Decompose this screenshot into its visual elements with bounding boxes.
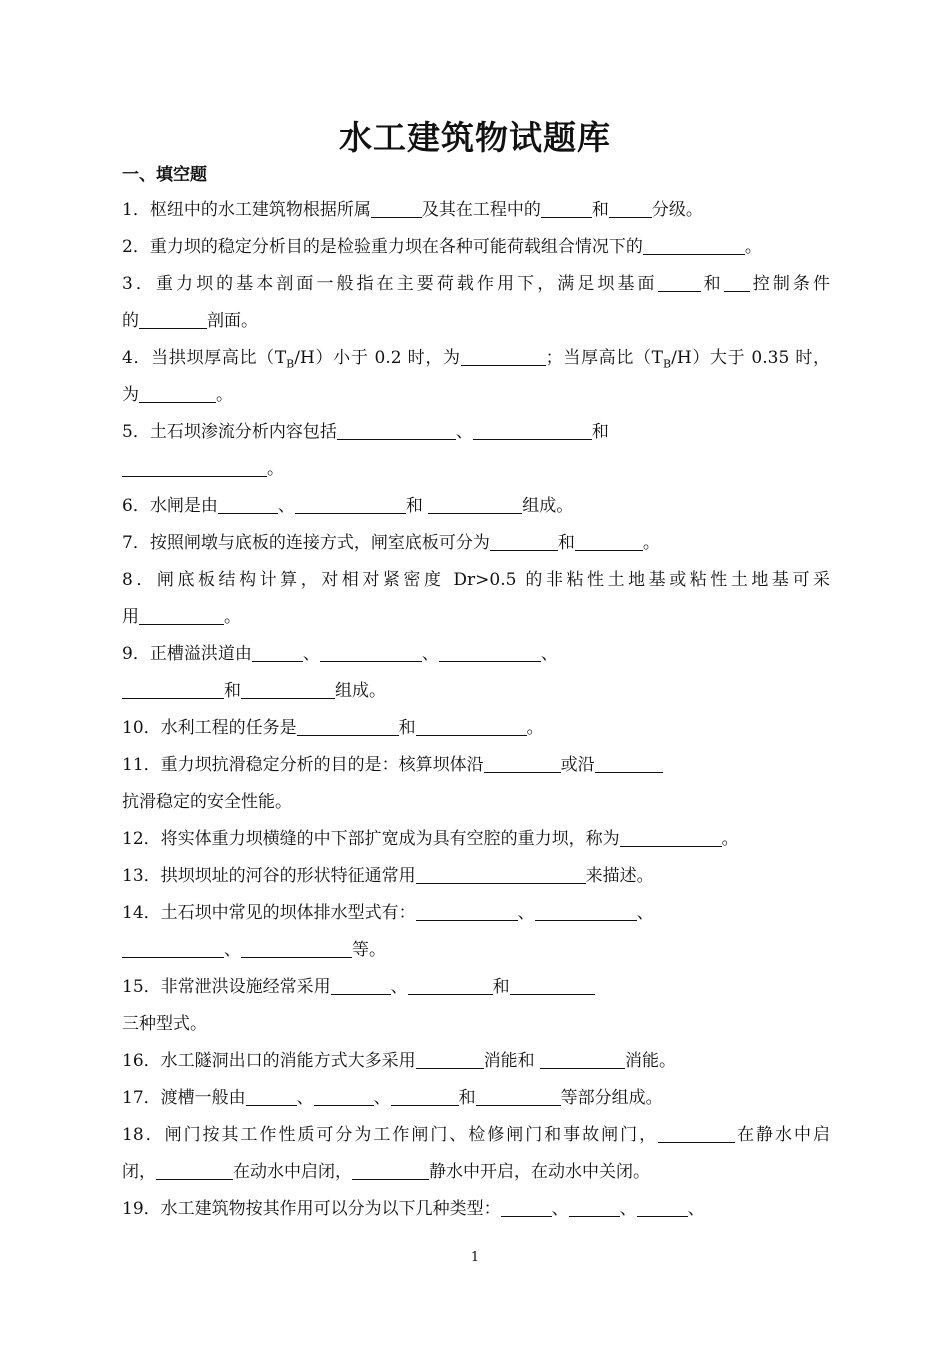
question-text: 消能。 <box>625 1051 677 1071</box>
question-line <box>122 640 830 677</box>
question-line <box>122 1121 830 1158</box>
subscript-text: B <box>286 357 295 371</box>
question-text: 抗滑稳定的安全性能。 <box>122 792 292 812</box>
question-text: 和 <box>492 977 510 997</box>
question-text: 、 <box>277 496 295 516</box>
question-text: 2．重力坝的稳定分析目的是检验重力坝在各种可能荷载组合情况下的 <box>122 237 643 257</box>
question-text: 15．非常泄洪设施经常采用 <box>122 977 331 997</box>
question-text: 的 <box>122 311 139 331</box>
answer-blank[interactable] <box>295 493 406 514</box>
answer-blank[interactable] <box>510 974 595 995</box>
answer-blank[interactable] <box>428 493 522 514</box>
question-line <box>122 714 830 751</box>
question-line <box>122 788 830 825</box>
question-line <box>122 1195 830 1232</box>
question-line <box>122 344 830 381</box>
question-text: 8．闸底板结构计算，对相对紧密度 Dr>0.5 的非粘性土地基或粘性土地基可采 <box>122 570 830 590</box>
question-text: 、 <box>296 1088 314 1108</box>
page-number: 1 <box>470 1250 480 1265</box>
section-heading: 一、填空题 <box>122 165 207 185</box>
answer-blank[interactable] <box>408 974 493 995</box>
answer-blank[interactable] <box>535 900 637 921</box>
answer-blank[interactable] <box>122 937 224 958</box>
question-line <box>122 270 830 307</box>
question-line <box>122 1010 830 1047</box>
answer-blank[interactable] <box>337 419 456 440</box>
answer-blank[interactable] <box>156 1159 233 1180</box>
question-line <box>122 825 830 862</box>
question-text: 14．土石坝中常见的坝体排水型式有： <box>122 903 416 923</box>
document-title: 水工建筑物试题库 <box>339 118 611 157</box>
question-text: 12．将实体重力坝横缝的中下部扩宽成为具有空腔的重力坝，称为 <box>122 829 620 849</box>
question-text: 。 <box>721 829 739 849</box>
question-text: 、 <box>540 644 558 664</box>
answer-blank[interactable] <box>416 715 527 736</box>
question-text: ；当厚高比（T <box>545 348 664 368</box>
question-line <box>122 492 830 529</box>
question-text: 、 <box>551 1199 569 1219</box>
question-line <box>122 751 830 788</box>
question-text: 。 <box>744 237 762 257</box>
question-line <box>122 307 830 344</box>
answer-blank[interactable] <box>246 1085 297 1106</box>
question-text: 16．水工隧洞出口的消能方式大多采用 <box>122 1051 416 1071</box>
answer-blank[interactable] <box>658 1122 735 1143</box>
question-text: 静水中开启，在动水中关闭。 <box>429 1162 650 1182</box>
subscript-text: B <box>663 357 672 371</box>
question-line <box>122 1158 830 1195</box>
question-line <box>122 381 830 418</box>
question-text: 19．水工建筑物按其作用可以分为以下几种类型： <box>122 1199 501 1219</box>
question-text: 、 <box>687 1199 705 1219</box>
answer-blank[interactable] <box>331 974 391 995</box>
question-line <box>122 1047 830 1084</box>
question-text: 1．枢纽中的水工建筑物根据所属 <box>122 200 371 220</box>
answer-blank[interactable] <box>637 1196 688 1217</box>
answer-blank[interactable] <box>541 197 592 218</box>
answer-blank[interactable] <box>139 308 207 329</box>
question-text: 消能和 <box>483 1051 541 1071</box>
question-line <box>122 233 830 270</box>
question-line <box>122 677 830 714</box>
question-text: 和 <box>405 496 429 516</box>
question-text: 、 <box>421 644 439 664</box>
question-text: 6．水闸是由 <box>122 496 218 516</box>
question-line <box>122 862 830 899</box>
answer-blank[interactable] <box>643 234 745 255</box>
question-text: 等。 <box>352 940 386 960</box>
question-line <box>122 529 830 566</box>
question-line <box>122 899 830 936</box>
question-text: 、 <box>224 940 241 960</box>
question-text: 10．水利工程的任务是 <box>122 718 297 738</box>
answer-blank[interactable] <box>620 826 722 847</box>
answer-blank[interactable] <box>416 900 518 921</box>
answer-blank[interactable] <box>569 1196 620 1217</box>
question-line <box>122 566 830 603</box>
answer-blank[interactable] <box>241 678 335 699</box>
question-text: 组成。 <box>522 496 574 516</box>
question-text: 三种型式。 <box>122 1014 207 1034</box>
answer-blank[interactable] <box>352 1159 429 1180</box>
answer-blank[interactable] <box>484 752 561 773</box>
question-text: 和 <box>591 422 609 442</box>
question-text: 或沿 <box>560 755 595 775</box>
answer-blank[interactable] <box>391 1085 459 1106</box>
question-text: 。 <box>216 385 233 405</box>
question-text: 4．当拱坝厚高比（T <box>122 348 287 368</box>
question-text: 、 <box>373 1088 391 1108</box>
question-line <box>122 455 830 492</box>
answer-blank[interactable] <box>609 197 652 218</box>
answer-blank[interactable] <box>139 604 224 625</box>
answer-blank[interactable] <box>501 1196 552 1217</box>
question-text: 18．闸门按其工作性质可分为工作闸门、检修闸门和事故闸门， <box>122 1125 659 1145</box>
question-text: 17．渡槽一般由 <box>122 1088 246 1108</box>
question-text: 和 <box>224 681 241 701</box>
question-text: 来描述。 <box>585 866 654 886</box>
question-text: 和 <box>458 1088 476 1108</box>
question-text: 闭， <box>122 1162 156 1182</box>
question-text: 13．拱坝坝址的河谷的形状特征通常用 <box>122 866 416 886</box>
question-text: /H）大于 0.35 时， <box>671 348 830 368</box>
answer-blank[interactable] <box>595 752 663 773</box>
answer-blank[interactable] <box>314 1085 374 1106</box>
question-text: 、 <box>455 422 473 442</box>
answer-blank[interactable] <box>490 530 558 551</box>
question-text: /H）小于 0.2 时，为 <box>294 348 461 368</box>
question-text: 分级。 <box>651 200 703 220</box>
question-text: 、 <box>302 644 320 664</box>
question-text: 和 <box>700 274 724 294</box>
question-text: 和 <box>557 533 575 553</box>
answer-blank[interactable] <box>241 937 352 958</box>
question-text: 在静水中启 <box>735 1125 830 1145</box>
question-text: 控制条件 <box>749 274 830 294</box>
answer-blank[interactable] <box>540 1048 625 1069</box>
question-line <box>122 196 830 233</box>
answer-blank[interactable] <box>473 419 592 440</box>
question-text: 、 <box>619 1199 637 1219</box>
answer-blank[interactable] <box>252 641 303 662</box>
question-line <box>122 418 830 455</box>
question-text: 。 <box>267 459 284 479</box>
question-text: 为 <box>122 385 139 405</box>
question-text: 。 <box>224 607 241 627</box>
answer-blank[interactable] <box>218 493 278 514</box>
answer-blank[interactable] <box>439 641 541 662</box>
answer-blank[interactable] <box>724 271 750 292</box>
answer-blank[interactable] <box>575 530 643 551</box>
question-text: 7．按照闸墩与底板的连接方式，闸室底板可分为 <box>122 533 490 553</box>
answer-blank[interactable] <box>416 863 586 884</box>
question-text: 和 <box>591 200 609 220</box>
question-text: 3．重力坝的基本剖面一般指在主要荷载作用下，满足坝基面 <box>122 274 658 294</box>
question-text: 和 <box>398 718 416 738</box>
question-text: 。 <box>642 533 660 553</box>
question-text: 等部分组成。 <box>560 1088 663 1108</box>
question-line <box>122 1084 830 1121</box>
answer-blank[interactable] <box>658 271 701 292</box>
answer-blank[interactable] <box>416 1048 484 1069</box>
question-line <box>122 936 830 973</box>
question-line <box>122 973 830 1010</box>
answer-blank[interactable] <box>122 678 224 699</box>
question-text: 组成。 <box>335 681 386 701</box>
answer-blank[interactable] <box>139 382 216 403</box>
question-text: 、 <box>636 903 654 923</box>
answer-blank[interactable] <box>371 197 422 218</box>
question-text: 5．土石坝渗流分析内容包括 <box>122 422 337 442</box>
answer-blank[interactable] <box>122 456 267 477</box>
question-text: 、 <box>390 977 408 997</box>
question-text: 9．正槽溢洪道由 <box>122 644 252 664</box>
answer-blank[interactable] <box>461 345 546 366</box>
question-text: 。 <box>526 718 544 738</box>
answer-blank[interactable] <box>476 1085 561 1106</box>
question-text: 用 <box>122 607 139 627</box>
question-text: 在动水中启闭， <box>233 1162 352 1182</box>
question-text: 、 <box>517 903 535 923</box>
question-list <box>122 196 830 1232</box>
question-text: 剖面。 <box>207 311 258 331</box>
question-text: 11．重力坝抗滑稳定分析的目的是：核算坝体沿 <box>122 755 484 775</box>
answer-blank[interactable] <box>297 715 399 736</box>
question-line <box>122 603 830 640</box>
answer-blank[interactable] <box>320 641 422 662</box>
question-text: 及其在工程中的 <box>421 200 541 220</box>
